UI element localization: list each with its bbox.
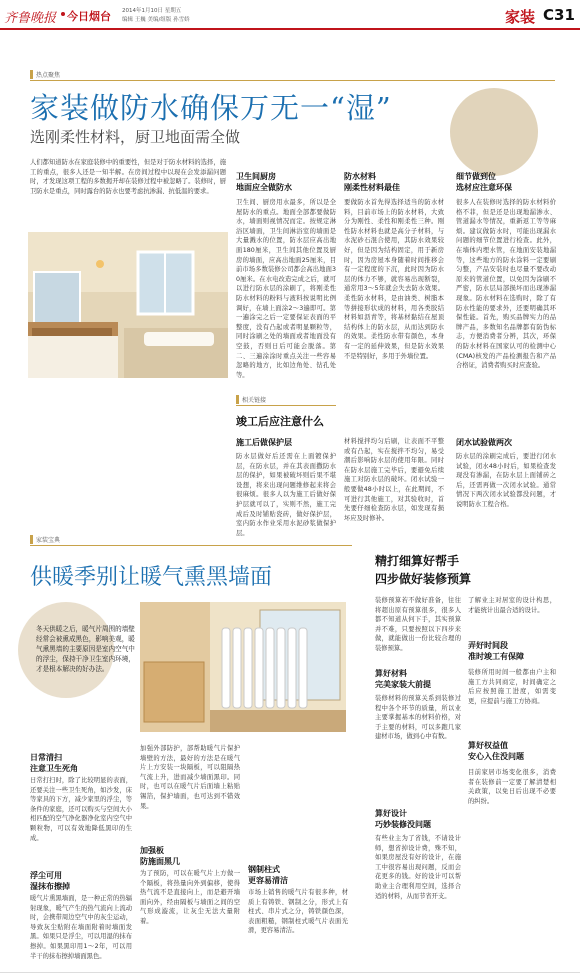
a3-p1b: 了解业主对居室的设计构思，才能统计出最合适的设计。 xyxy=(468,597,556,614)
a1-title: 家装做防水确保万无一“湿” xyxy=(30,91,392,125)
tag-hot: 热点聚焦 xyxy=(30,70,60,79)
a2-p5: 市场上销售的暖气片有很多种，材质上有铸铁、钢制之分，形式上有柱式、串片式之分，铸铁颜色深，表面粗糙，钢制柱式暖气片表面光滑，更容易清洁。 xyxy=(248,889,348,935)
masthead-date: 2014年1月10日 星期五 xyxy=(122,8,182,14)
a2-title: 供暖季别让暖气熏黑墙面 xyxy=(30,565,273,590)
radiator-photo xyxy=(140,602,346,732)
a3-p4: 目前家居市场变化很多，消费者在装修前一定要了解清楚相关政策，以免日后出现不必要的纠纷。 xyxy=(468,769,556,805)
masthead-sub: 今日烟台 xyxy=(67,10,111,23)
side-text1: 防水层做好后还需在上面镀保护层，在防水层，并在其表面撒防水层的保护，如果被破坏则后果不堪设想，将来出现问题维修起来将会很麻烦。很多人以为施工后做好保护层就可以了，实则不然，施工完成后及时铺贴瓷砖，做好保护层，室内防水作业采用水泥砂浆做保护层。 xyxy=(236,453,336,537)
tag-tips: 家装宝典 xyxy=(30,535,60,544)
col4-head: 细节做到位 选材应注意环保 xyxy=(456,172,512,192)
side-title: 竣工后应注意什么 xyxy=(236,415,324,428)
a1-intro: 人们都知道防水在家庭装修中的重要性，但是对于防水材料的选择，施工的重点，很多人还是一知半解。在房间过程中以现在会发添漏问题时，才发现这项工程的多数揭开却在装修过程中被忽略了。装修时，厨卫防水是重点，同时露台的防水也要考虑抗渗漏、抗低温的要求。 xyxy=(30,159,226,195)
a3-h1: 弄好时间段 准时竣工有保障 xyxy=(468,641,524,661)
a3-p2: 装修所用时间一般都由户主和施工方共同商定，时间确定之后应按照施工进度，如需变更，应提前与施工方协商。 xyxy=(468,669,556,705)
col2-text: 卫生间、厨房用水最多，所以是全屋防水的重点。地面全部都要做防水，墙面则视情况而定。按规定淋浴区墙面，卫生间淋浴室的墙面是大量溅水的位置，防水层应高出地面180厘米，卫生间其他位置及厨房的墙面，应高出地面25厘米，目前市场多数装修公司都会高出地面30厘米。在水电改造完成之后，就可以进行防水层的涂刷了，将刚柔性防水材料的粉料与液料按说明比例调好，在墙上面涂2～3遍即可。第一遍涂完之后一定要保证表面的平整度，没有凸起或者明显颗粒等，同时涂刷之处的墙面或者地面没有空鼓，否则日后可能会脱落。第二、三遍涂涂时重点关注一些容易忽略的地方，比如边角处、钻孔处等。 xyxy=(236,199,336,379)
col3-head: 防水材料 刚柔性材料最佳 xyxy=(344,172,400,192)
brand-logo: 齐鲁晚报 xyxy=(4,11,57,26)
bathroom-photo xyxy=(28,232,228,378)
quote-text: 冬天供暖之后，暖气片周围的墙壁经常会被熏成黑色，影响美观，暖气熏黑墙的主要原因是室内空气中的浮尘，保持干净卫生室内环境，才是根本解决的好办法。 xyxy=(36,625,135,673)
a2-h4: 钢制柱式 更容易清洁 xyxy=(248,865,288,885)
side-sub3: 闭水试验做两次 xyxy=(456,438,512,447)
masthead xyxy=(0,0,580,30)
side-rule xyxy=(236,405,336,406)
masthead-rule xyxy=(0,28,580,30)
a3-h4: 算好设计 巧妙装修没问题 xyxy=(375,809,431,829)
a3-p5: 有些业主为了省钱，不请设计师，想省掉设计费，殊不知，如果房屋没有好的设计，在施工中很容易出现问题，反而会花更多的钱。好的设计可以帮助业主合理利用空间，选择合适的材料，从而节省开支。 xyxy=(375,835,461,900)
a2-p4: 为了预防，可以在暖气片上方做一个隔板，将热量向外到偏移，使得热气流不是直接向上，而是避开墙面向外，经由隔板与墙面之间的空气形成漩流，让灰尘无法大量附着。 xyxy=(140,870,240,925)
a2-rule xyxy=(30,545,352,546)
side-text3: 防水层的涂刷完成后，要进行闭水试验，闭水48小时后，如果检查发现没有渗漏，在防水层上面铺砖之后，还需再做一次闭水试验。通常情况下两次闭水试验都没问题，才说明防水工程合格。 xyxy=(456,453,556,508)
circle-deco xyxy=(450,88,538,176)
a1-subtitle: 选刚柔性材料，厨卫地面需全做 xyxy=(30,128,241,146)
a2-p2: 暖气片熏黑墙面，是一种正常的热辐射现象，暖气产生的热气流向上流动时，会携带周边空气中的灰尘运动，导致灰尘贴附在墙面附着时墙面发黑。如果只是浮尘，可以用湿的抹布擦掉。如果黑印用1～2年，可以用半干的抹布擦掉墙面黑色。 xyxy=(30,895,132,960)
col2-head: 卫生间厨房 地面应全做防水 xyxy=(236,172,292,192)
a2-h3: 加强板 防施面黑几 xyxy=(140,846,180,866)
side-sub: 施工后做保护层 xyxy=(236,438,292,447)
a3-h3: 算好权益值 安心入住没问题 xyxy=(468,741,524,761)
side-text2: 材料搅拌均匀后刷，让表面不平整或有凸起，实在搅拌不均匀，易受潮后影响防水层的使用年限。同时在防水层施工完毕后，要避免后续施工对防水层的破坏。闭水试验一般要做48小时以上，在此期间，不可进行其他施工，对其验收时，首先要仔细检查防水层，如发现有损坏应及时修补。 xyxy=(344,438,444,522)
side-tag: 相关链接 xyxy=(236,395,266,404)
a1-rule xyxy=(30,80,555,81)
a3-h2: 算好材料 完美家装大前提 xyxy=(375,669,431,689)
col3-text: 要做防水首先得选择适当的防水材料，目前市场上的防水材料，大致分为刚性、柔性和刚柔性三种。刚性防水材料也就是高分子材料，与水泥砂石混合使用，其防水效果较好，但是因为结构固定，用于新房时，因为房屋本身随着时间推移会有一定程度的下沉，此时因为防水层的体力不够，就容易出现断裂，通常用3～5年就会失去防水效果。柔性防水材料，是由油类、树脂本等拼接形状成的材料，用各类胶结材料如沥青等，将基材黏结在屋顶结构体上的防水层，从而达到防水的效果。柔性防水带有颜色，本身有一定的延伸效果，但是防水效果不是特别好，多用于外墙位置。 xyxy=(344,199,444,360)
a3-title: 精打细算好帮手 四步做好装修预算 xyxy=(375,554,472,586)
quote-box xyxy=(30,602,140,722)
a3-p3: 装修材料的预算关系到装修过程中各个环节的质量，所以业主要掌握基本的材料价格，对于主要的材料，可以多跑几家建材市场，做到心中有数。 xyxy=(375,695,461,741)
a3-p1: 装修预算若不做好准备，往往将超出原有预算很多，很多人都不知道从何下手，其实预算并不难，只要按照以下四步来做，就能做出一份比较合理的装修预算。 xyxy=(375,597,461,652)
section-name: 家装 xyxy=(505,8,536,26)
page-number: C31 xyxy=(543,6,575,24)
bottom-rule xyxy=(0,972,580,973)
a2-p3: 加强外部防护，部帮助暖气片保护墙壁的方法，最好的方法是在暖气片上方安装一块隔板，可以阻隔热气流上升，进而减少墙面黑印。同时，也可以在暖气片后面墙上粘贴锡箔，保护墙面，也可达到不错效果。 xyxy=(140,745,240,810)
masthead-credits: 编辑 王巍 美编/组版 孙雪娇 xyxy=(122,17,190,23)
a2-h1: 日常清扫 注意卫生死角 xyxy=(30,753,78,773)
a2-p1: 日常打扫时，除了比较明显的表面，还要关注一些卫生死角，如沙发，床等家具的下方，减少家里的浮尘，等条件的家庭，还可以购买与空间大小相匹配的空气净化器净化室内空气中颗粒物，可以有效地降低黑印的生成。 xyxy=(30,777,132,842)
section-dot xyxy=(61,12,65,16)
col4-text: 很多人在装修时选择的防水材料价格不菲，但是还是出现地漏渗水、管道漏水等情况，重新返工等等麻烦。建议做防水时，可能出现漏水问题的细节位置进行检查。此外，在墙体内埋水管，在地面安装地漏等，这些地方的防水涂料一定要刷匀整，产品安装时也尽量不要改动原来的管道位置，以免因为涂刷不严密，防水层局部损坏而出现渗漏现象。防水材料在选购时，除了有防水性能的要求外，还要明确其环保性能。首先，购买品牌实力的品牌产品，多数知名品牌都有防伪标志，方便消费者分辨，其次，环保的防水材料在国家认可的检测中心(CMA)核发的产品检测报告和产品合格证，消费者购买时应查验。 xyxy=(456,199,556,370)
a2-h2: 浮尘可用 湿抹布擦掉 xyxy=(30,871,70,891)
